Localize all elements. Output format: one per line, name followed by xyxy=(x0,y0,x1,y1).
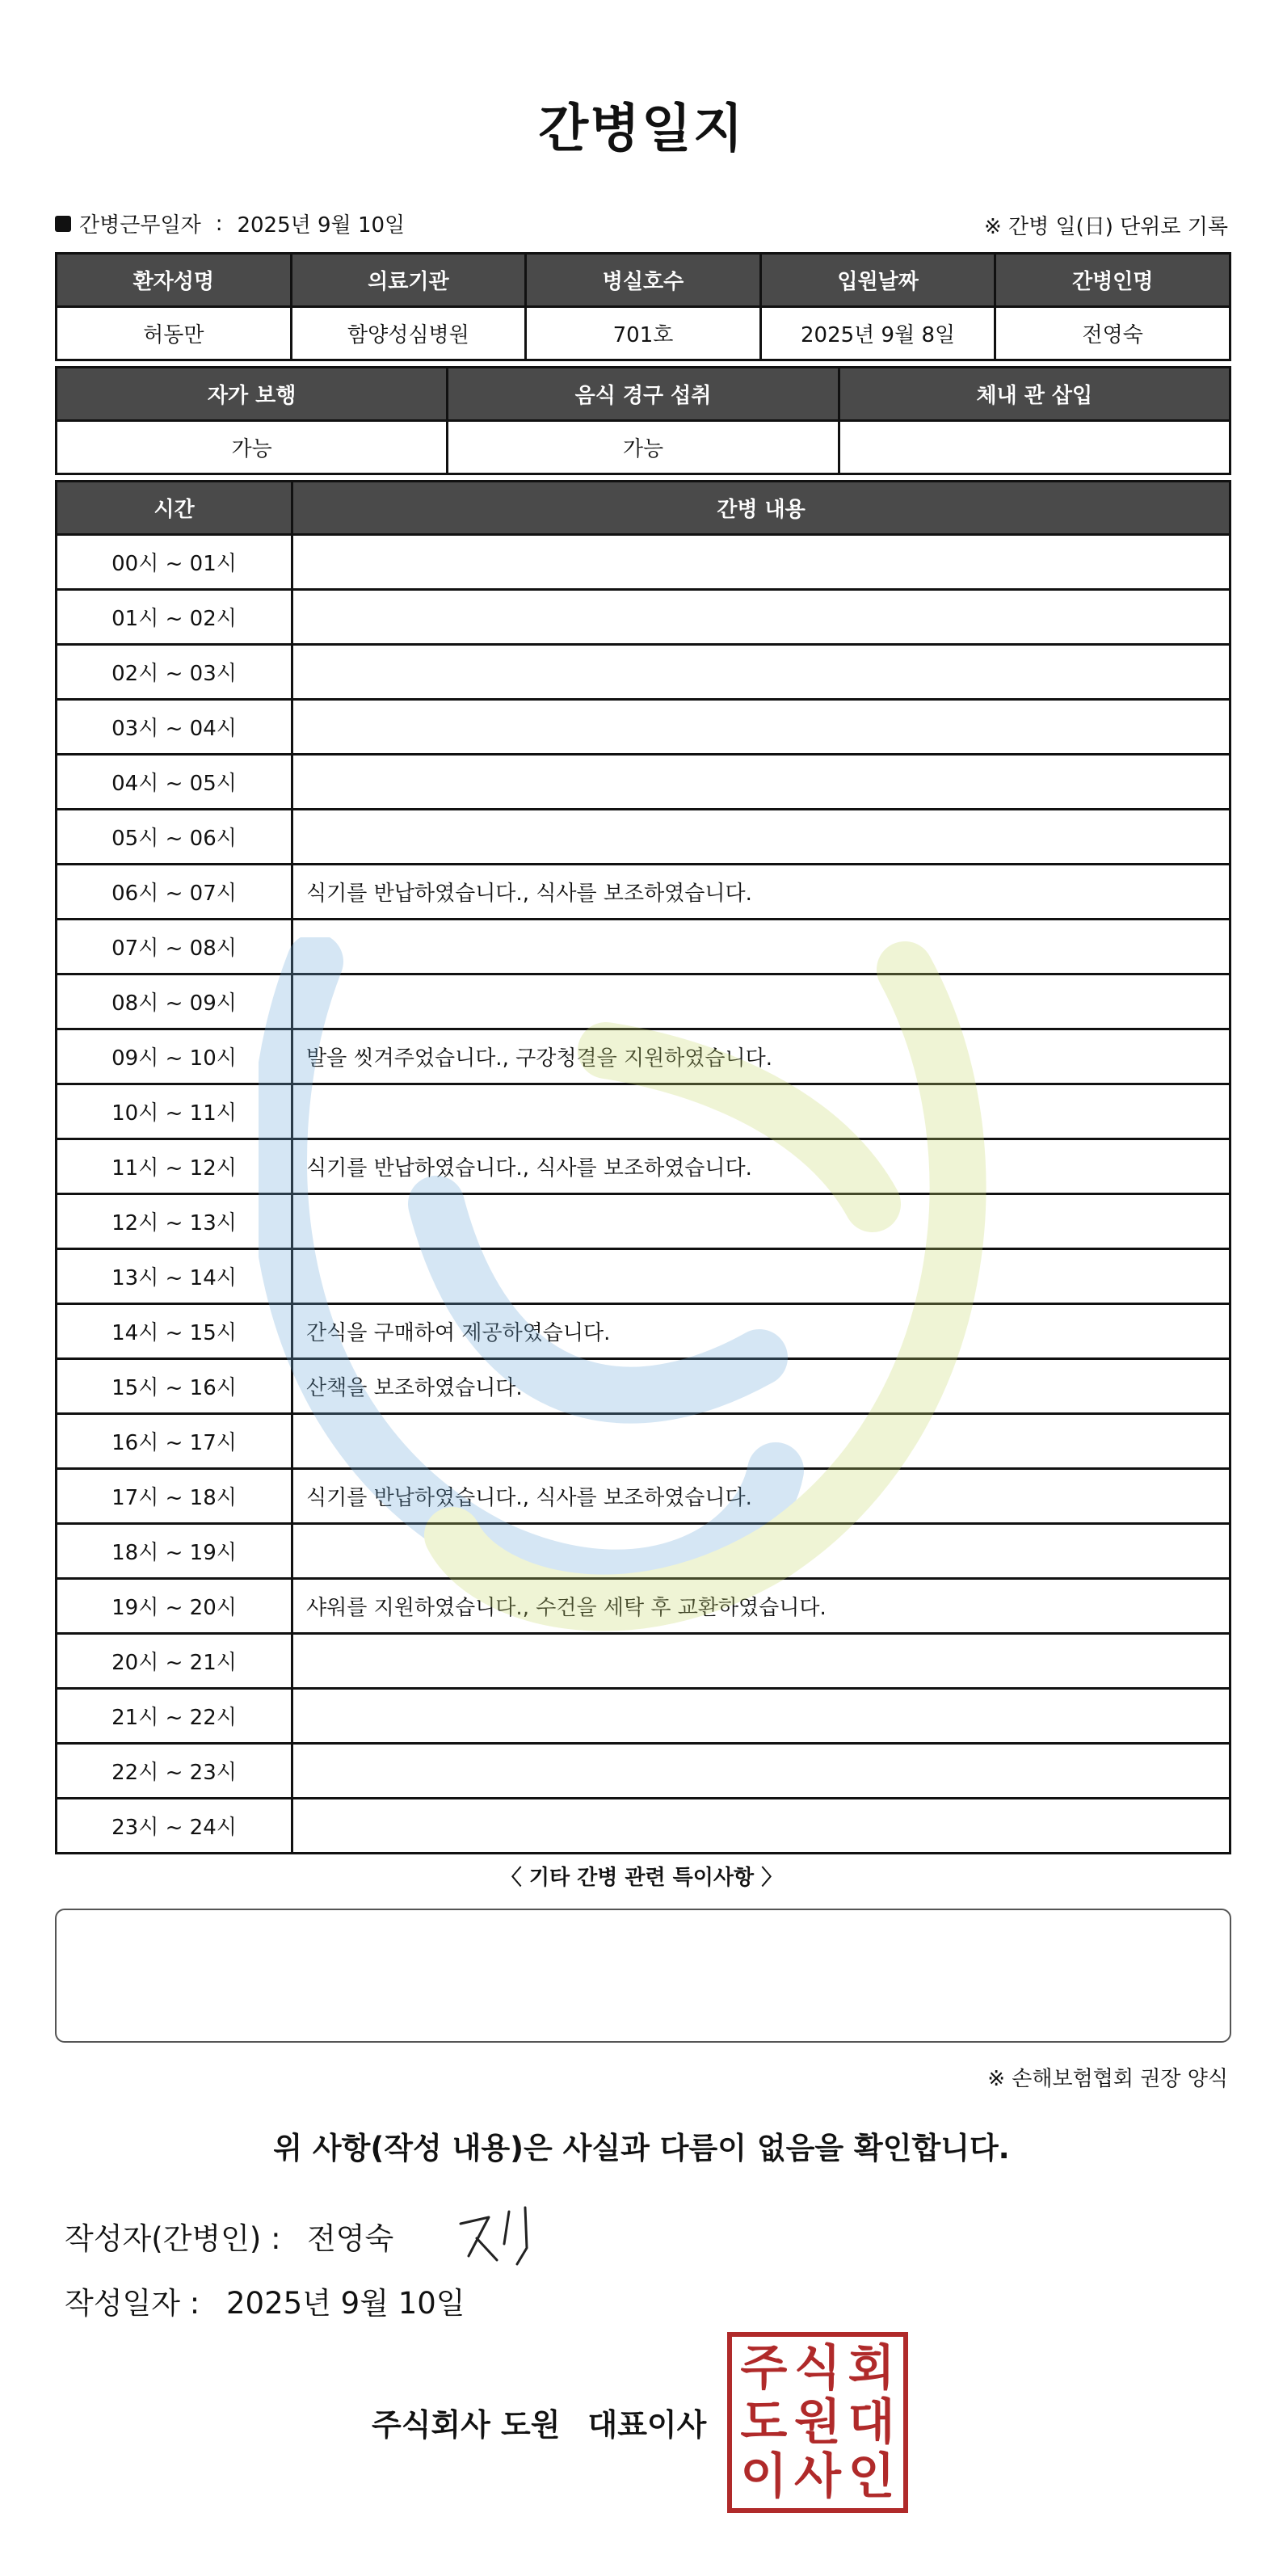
care-content xyxy=(292,1414,1230,1469)
time-slot: 05시 ~ 06시 xyxy=(57,810,292,865)
ceo-title: 대표이사 xyxy=(587,2407,707,2443)
time-slot: 12시 ~ 13시 xyxy=(57,1194,292,1249)
care-content xyxy=(292,1799,1230,1854)
write-date-value: 2025년 9월 10일 xyxy=(226,2286,465,2321)
time-slot: 08시 ~ 09시 xyxy=(57,974,292,1029)
table-row xyxy=(57,1304,1230,1359)
seal-char: 식 xyxy=(794,2340,841,2397)
time-slot: 11시 ~ 12시 xyxy=(57,1139,292,1194)
confirmation-statement: 위 사항(작성 내용)은 사실과 다름이 없음을 확인합니다. xyxy=(273,2131,1010,2166)
time-slot: 07시 ~ 08시 xyxy=(57,920,292,974)
header-care-content: 간병 내용 xyxy=(292,482,1230,535)
care-content xyxy=(292,1689,1230,1744)
table-row xyxy=(57,1799,1230,1854)
care-content xyxy=(292,1084,1230,1139)
seal-char: 도 xyxy=(740,2393,788,2451)
table-row xyxy=(57,1359,1230,1414)
care-content: 샤워를 지원하였습니다., 수건을 세탁 후 교환하였습니다. xyxy=(292,1579,1230,1634)
time-slot: 01시 ~ 02시 xyxy=(57,590,292,645)
patient-name: 허동만 xyxy=(57,307,292,360)
table-row xyxy=(57,1084,1230,1139)
signature-icon xyxy=(452,2199,549,2272)
care-content: 식기를 반납하였습니다., 식사를 보조하였습니다. xyxy=(292,1469,1230,1524)
write-date-line xyxy=(65,2279,465,2322)
time-slot: 02시 ~ 03시 xyxy=(57,645,292,700)
work-date-separator: : xyxy=(215,211,223,236)
seal-char: 이 xyxy=(740,2448,788,2505)
time-slot: 09시 ~ 10시 xyxy=(57,1029,292,1084)
work-date-line xyxy=(55,208,405,238)
table-row xyxy=(57,1249,1230,1304)
time-slot: 21시 ~ 22시 xyxy=(57,1689,292,1744)
table-row xyxy=(57,810,1230,865)
admission-date: 2025년 9월 8일 xyxy=(760,307,995,360)
time-slot: 03시 ~ 04시 xyxy=(57,700,292,755)
table-row xyxy=(57,1634,1230,1689)
table-row xyxy=(57,1194,1230,1249)
header-time: 시간 xyxy=(57,482,292,535)
self-walking: 가능 xyxy=(57,421,448,474)
unit-note: ※ 간병 일(日) 단위로 기록 xyxy=(983,215,1228,239)
table-row xyxy=(57,1524,1230,1579)
table-row xyxy=(57,920,1230,974)
table-row xyxy=(57,1469,1230,1524)
care-content: 발을 씻겨주었습니다., 구강청결을 지원하였습니다. xyxy=(292,1029,1230,1084)
notes-title: 〈 기타 간병 관련 특이사항 〉 xyxy=(500,1866,783,1890)
table-row xyxy=(57,1029,1230,1084)
table-row xyxy=(57,1414,1230,1469)
header-patient-name: 환자성명 xyxy=(57,254,292,307)
table-row xyxy=(57,1139,1230,1194)
hospital: 함양성심병원 xyxy=(291,307,526,360)
document-title: 간병일지 xyxy=(538,99,745,159)
time-slot: 00시 ~ 01시 xyxy=(57,535,292,590)
table-row xyxy=(57,1744,1230,1799)
time-slot: 15시 ~ 16시 xyxy=(57,1359,292,1414)
oral-intake: 가능 xyxy=(448,421,839,474)
care-content xyxy=(292,974,1230,1029)
care-content xyxy=(292,645,1230,700)
writer-name: 전영숙 xyxy=(307,2221,394,2256)
writer-line xyxy=(65,2214,393,2258)
company-seal-stamp xyxy=(727,2332,908,2513)
time-slot: 14시 ~ 15시 xyxy=(57,1304,292,1359)
time-slot: 16시 ~ 17시 xyxy=(57,1414,292,1469)
table-row xyxy=(57,535,1230,590)
time-slot: 17시 ~ 18시 xyxy=(57,1469,292,1524)
time-slot: 10시 ~ 11시 xyxy=(57,1084,292,1139)
care-content xyxy=(292,535,1230,590)
time-slot: 18시 ~ 19시 xyxy=(57,1524,292,1579)
bullet-square-icon xyxy=(55,216,71,232)
table-row xyxy=(57,590,1230,645)
table-row xyxy=(57,1579,1230,1634)
caregiver-name: 전영숙 xyxy=(995,307,1230,360)
header-caregiver-name: 간병인명 xyxy=(995,254,1230,307)
care-content: 산책을 보조하였습니다. xyxy=(292,1359,1230,1414)
header-oral-intake: 음식 경구 섭취 xyxy=(448,368,839,421)
room-number: 701호 xyxy=(526,307,761,360)
time-slot: 22시 ~ 23시 xyxy=(57,1744,292,1799)
care-content: 식기를 반납하였습니다., 식사를 보조하였습니다. xyxy=(292,865,1230,920)
table-row xyxy=(57,865,1230,920)
header-admission-date: 입원날짜 xyxy=(760,254,995,307)
seal-char: 회 xyxy=(848,2340,895,2397)
time-slot: 23시 ~ 24시 xyxy=(57,1799,292,1854)
header-room-number: 병실호수 xyxy=(526,254,761,307)
time-slot: 19시 ~ 20시 xyxy=(57,1579,292,1634)
seal-char: 대 xyxy=(848,2393,895,2451)
care-content xyxy=(292,590,1230,645)
seal-char: 사 xyxy=(794,2448,841,2505)
table-row xyxy=(57,1689,1230,1744)
table-row xyxy=(57,755,1230,810)
company-line xyxy=(372,2400,706,2444)
seal-char: 인 xyxy=(848,2448,895,2505)
form-note: ※ 손해보험협회 권장 양식 xyxy=(987,2067,1228,2091)
table-row xyxy=(57,974,1230,1029)
table-row xyxy=(57,645,1230,700)
care-content xyxy=(292,920,1230,974)
care-content: 식기를 반납하였습니다., 식사를 보조하였습니다. xyxy=(292,1139,1230,1194)
care-content xyxy=(292,700,1230,755)
time-slot: 20시 ~ 21시 xyxy=(57,1634,292,1689)
tube-insertion xyxy=(839,421,1230,474)
seal-char: 주 xyxy=(740,2340,788,2397)
care-content xyxy=(292,1194,1230,1249)
work-date-label: 간병근무일자 xyxy=(79,213,201,238)
care-content xyxy=(292,1744,1230,1799)
care-content xyxy=(292,755,1230,810)
company-name: 주식회사 도원 xyxy=(372,2407,561,2443)
header-tube-insertion: 체내 관 삽입 xyxy=(839,368,1230,421)
care-content xyxy=(292,810,1230,865)
table-row xyxy=(57,700,1230,755)
write-date-label: 작성일자 : xyxy=(65,2286,200,2321)
care-content xyxy=(292,1524,1230,1579)
time-slot: 04시 ~ 05시 xyxy=(57,755,292,810)
care-content: 간식을 구매하여 제공하였습니다. xyxy=(292,1304,1230,1359)
work-date-value: 2025년 9월 10일 xyxy=(237,213,406,238)
header-hospital: 의료기관 xyxy=(291,254,526,307)
patient-info-table xyxy=(55,252,1231,361)
writer-label: 작성자(간병인) : xyxy=(65,2221,281,2256)
seal-char: 원 xyxy=(794,2393,841,2451)
notes-box[interactable] xyxy=(55,1909,1231,2043)
care-log-table xyxy=(55,480,1231,1854)
ability-table xyxy=(55,366,1231,475)
header-self-walking: 자가 보행 xyxy=(57,368,448,421)
care-content xyxy=(292,1249,1230,1304)
time-slot: 13시 ~ 14시 xyxy=(57,1249,292,1304)
time-slot: 06시 ~ 07시 xyxy=(57,865,292,920)
care-content xyxy=(292,1634,1230,1689)
